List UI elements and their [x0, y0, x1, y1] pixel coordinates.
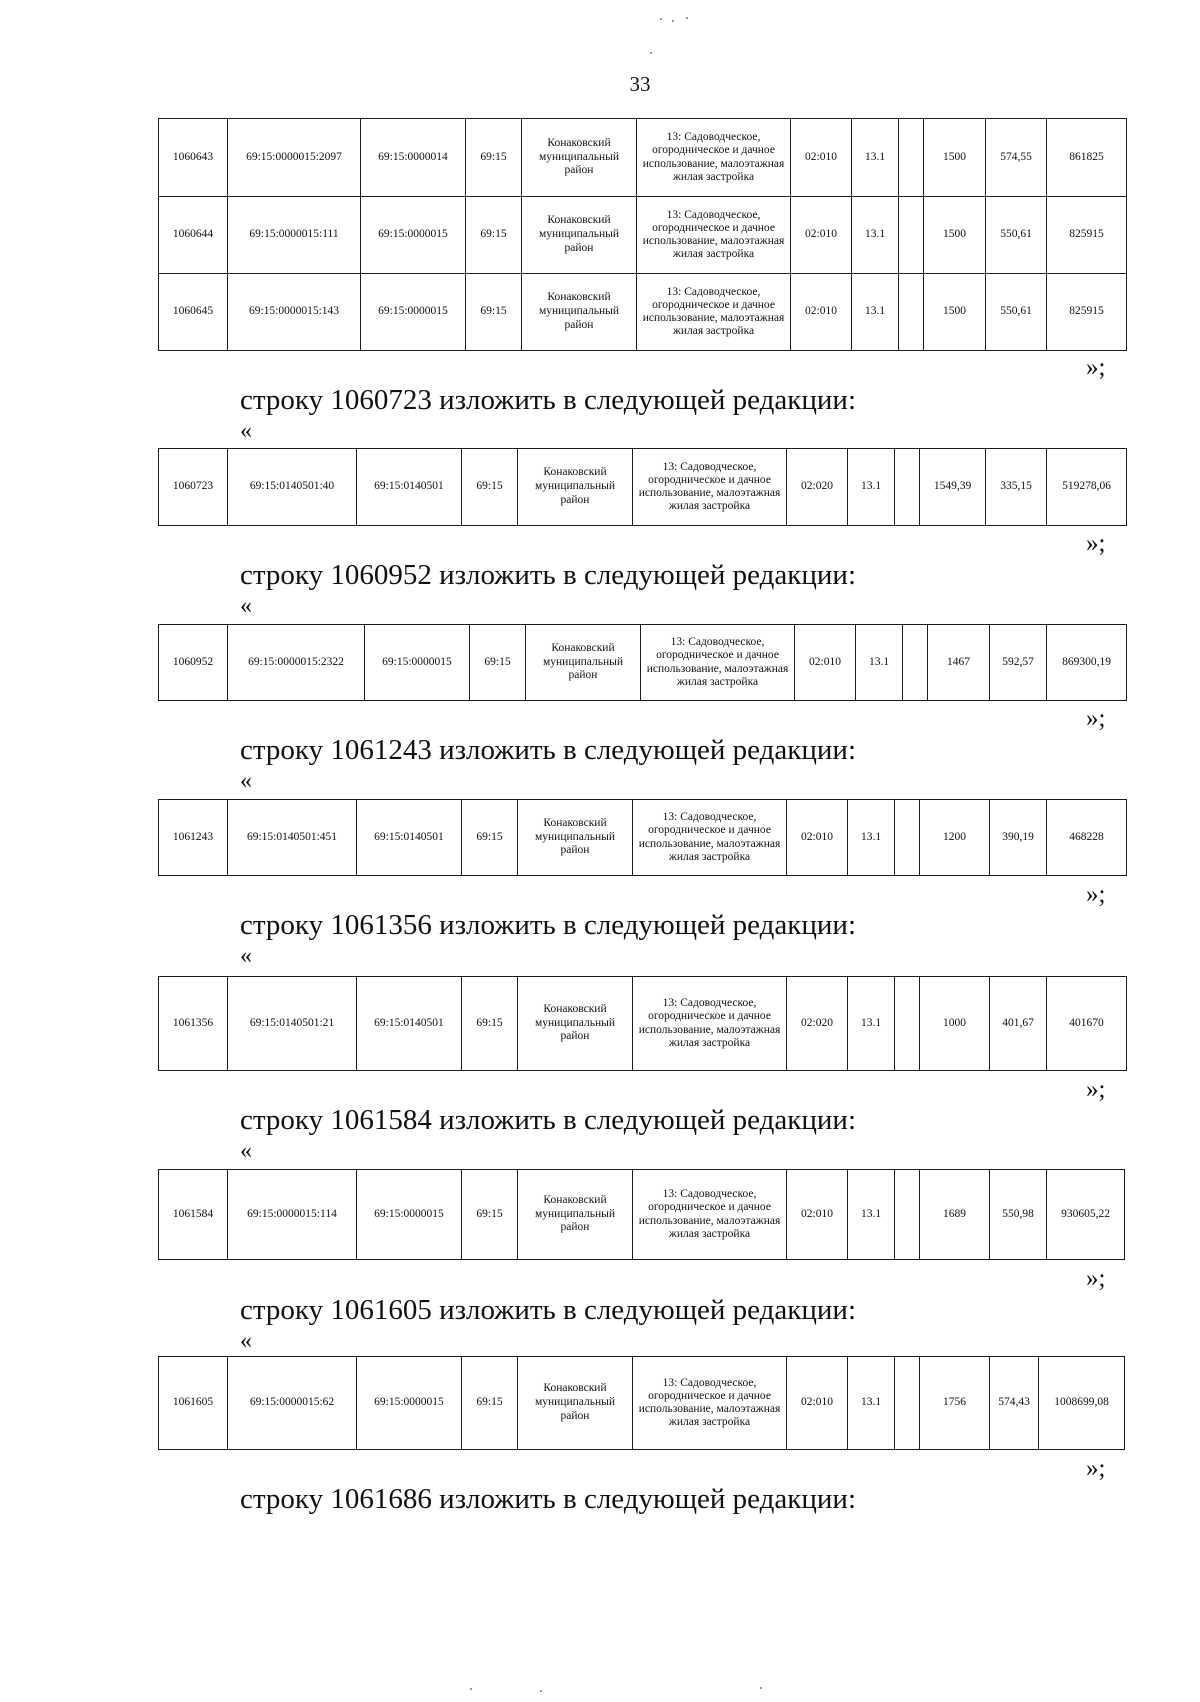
cadastral-zone: 69:15: [466, 197, 522, 274]
section-heading: строку 1061356 изложить в следующей редакции:: [240, 909, 856, 941]
unit-value: 401,67: [990, 977, 1047, 1071]
area: 1500: [924, 274, 986, 351]
row-number: 1061356: [159, 977, 228, 1071]
area: 1000: [920, 977, 990, 1071]
scan-speck: [672, 20, 674, 22]
group: 13.1: [848, 449, 895, 526]
use-code: 02:010: [787, 1357, 848, 1450]
use-code: 02:020: [787, 977, 848, 1071]
empty-cell: [895, 800, 920, 876]
opening-quote: «: [240, 1328, 252, 1354]
cadastral-number: 69:15:0140501:451: [228, 800, 357, 876]
cadastral-zone: 69:15: [462, 800, 518, 876]
area: 1467: [928, 625, 990, 701]
page-number: 33: [629, 72, 651, 96]
area: 1689: [920, 1170, 990, 1260]
opening-quote: «: [240, 943, 252, 969]
cadastral-value: 401670: [1047, 977, 1127, 1071]
use-code: 02:010: [787, 800, 848, 876]
closing-quote: »;: [1086, 881, 1106, 908]
group: 13.1: [848, 800, 895, 876]
row-number: 1061605: [159, 1357, 228, 1450]
cadastral-value: 869300,19: [1047, 625, 1127, 701]
scan-speck: [760, 1687, 762, 1689]
table-row: [159, 1357, 1125, 1450]
land-use: 13: Садоводческое, огородническое и дачное использование, малоэтажная жилая застройка: [637, 119, 791, 197]
use-code: 02:010: [791, 119, 852, 197]
scan-speck: [470, 1688, 472, 1690]
district: Конаковский муниципальный район: [518, 1170, 633, 1260]
cadastral-value: 930605,22: [1047, 1170, 1125, 1260]
group: 13.1: [848, 1357, 895, 1450]
cadastral-value: 825915: [1047, 274, 1127, 351]
scan-speck: [650, 52, 652, 54]
area: 1200: [920, 800, 990, 876]
replacement-table: [158, 1169, 1125, 1260]
row-number: 1061584: [159, 1170, 228, 1260]
row-number: 1060723: [159, 449, 228, 526]
area: 1549,39: [920, 449, 986, 526]
land-use: 13: Садоводческое, огородническое и дачное использование, малоэтажная жилая застройка: [633, 1170, 787, 1260]
cadastral-number: 69:15:0000015:62: [228, 1357, 357, 1450]
land-use: 13: Садоводческое, огородническое и дачное использование, малоэтажная жилая застройка: [633, 1357, 787, 1450]
use-code: 02:010: [791, 197, 852, 274]
replacement-table: [158, 799, 1127, 876]
scan-speck: [660, 18, 662, 20]
unit-value: 335,15: [986, 449, 1047, 526]
replacement-table: [158, 1356, 1125, 1450]
closing-quote: »;: [1086, 530, 1106, 557]
land-use: 13: Садоводческое, огородническое и дачное использование, малоэтажная жилая застройка: [637, 274, 791, 351]
cadastral-quarter: 69:15:0000015: [357, 1357, 462, 1450]
unit-value: 574,55: [986, 119, 1047, 197]
cadastral-zone: 69:15: [462, 1357, 518, 1450]
group: 13.1: [852, 197, 899, 274]
table-row: [159, 449, 1127, 526]
section-heading: строку 1061605 изложить в следующей редакции:: [240, 1294, 856, 1326]
section-heading: строку 1061584 изложить в следующей редакции:: [240, 1104, 856, 1136]
cadastral-zone: 69:15: [462, 449, 518, 526]
group: 13.1: [848, 977, 895, 1071]
row-number: 1060645: [159, 274, 228, 351]
use-code: 02:020: [787, 449, 848, 526]
cadastral-number: 69:15:0000015:2322: [228, 625, 365, 701]
replacement-table: [158, 448, 1127, 526]
cadastral-number: 69:15:0000015:143: [228, 274, 361, 351]
table-row: [159, 119, 1127, 197]
empty-cell: [895, 1170, 920, 1260]
area: 1756: [920, 1357, 990, 1450]
land-use: 13: Садоводческое, огородническое и дачное использование, малоэтажная жилая застройка: [637, 197, 791, 274]
closing-quote: »;: [1086, 705, 1106, 732]
cadastral-number: 69:15:0000015:2097: [228, 119, 361, 197]
group: 13.1: [852, 119, 899, 197]
area: 1500: [924, 197, 986, 274]
unit-value: 390,19: [990, 800, 1047, 876]
cadastral-quarter: 69:15:0000015: [365, 625, 470, 701]
opening-quote: «: [240, 418, 252, 444]
opening-quote: «: [240, 768, 252, 794]
land-use: 13: Садоводческое, огородническое и дачное использование, малоэтажная жилая застройка: [633, 800, 787, 876]
cadastral-value: 468228: [1047, 800, 1127, 876]
cadastral-zone: 69:15: [466, 274, 522, 351]
cadastral-quarter: 69:15:0000014: [361, 119, 466, 197]
use-code: 02:010: [791, 274, 852, 351]
district: Конаковский муниципальный район: [518, 1357, 633, 1450]
cadastral-number: 69:15:0140501:40: [228, 449, 357, 526]
group: 13.1: [852, 274, 899, 351]
section-heading: строку 1061686 изложить в следующей редакции:: [240, 1483, 856, 1515]
cadastral-zone: 69:15: [462, 1170, 518, 1260]
scan-speck: [540, 1690, 542, 1692]
closing-quote: »;: [1086, 354, 1106, 381]
opening-quote: «: [240, 593, 252, 619]
empty-cell: [899, 197, 924, 274]
land-use: 13: Садоводческое, огородническое и дачное использование, малоэтажная жилая застройка: [633, 977, 787, 1071]
cadastral-quarter: 69:15:0140501: [357, 800, 462, 876]
cadastral-value: 519278,06: [1047, 449, 1127, 526]
closing-quote: »;: [1086, 1265, 1106, 1292]
district: Конаковский муниципальный район: [522, 119, 637, 197]
table-row: [159, 977, 1127, 1071]
cadastral-number: 69:15:0000015:114: [228, 1170, 357, 1260]
cadastral-quarter: 69:15:0000015: [357, 1170, 462, 1260]
empty-cell: [895, 977, 920, 1071]
replacement-table: [158, 976, 1127, 1071]
empty-cell: [903, 625, 928, 701]
unit-value: 550,61: [986, 274, 1047, 351]
cadastral-zone: 69:15: [466, 119, 522, 197]
cadastral-value: 825915: [1047, 197, 1127, 274]
land-use: 13: Садоводческое, огородническое и дачное использование, малоэтажная жилая застройка: [633, 449, 787, 526]
district: Конаковский муниципальный район: [526, 625, 641, 701]
district: Конаковский муниципальный район: [522, 197, 637, 274]
scan-speck: [686, 17, 688, 19]
table-row: [159, 274, 1127, 351]
cadastral-zone: 69:15: [470, 625, 526, 701]
unit-value: 592,57: [990, 625, 1047, 701]
land-use: 13: Садоводческое, огородническое и дачное использование, малоэтажная жилая застройка: [641, 625, 795, 701]
table-row: [159, 625, 1127, 701]
table-row: [159, 800, 1127, 876]
group: 13.1: [848, 1170, 895, 1260]
district: Конаковский муниципальный район: [518, 449, 633, 526]
cadastral-value: 861825: [1047, 119, 1127, 197]
empty-cell: [899, 119, 924, 197]
area: 1500: [924, 119, 986, 197]
replacement-table: [158, 624, 1127, 701]
row-number: 1061243: [159, 800, 228, 876]
row-number: 1060952: [159, 625, 228, 701]
table-row: [159, 1170, 1125, 1260]
district: Конаковский муниципальный район: [522, 274, 637, 351]
cadastral-quarter: 69:15:0140501: [357, 977, 462, 1071]
cadastral-quarter: 69:15:0140501: [357, 449, 462, 526]
closing-quote: »;: [1086, 1076, 1106, 1103]
group: 13.1: [856, 625, 903, 701]
section-heading: строку 1061243 изложить в следующей редакции:: [240, 734, 856, 766]
section-heading: строку 1060723 изложить в следующей редакции:: [240, 384, 856, 416]
top-table: [158, 118, 1127, 351]
row-number: 1060644: [159, 197, 228, 274]
opening-quote: «: [240, 1138, 252, 1164]
closing-quote: »;: [1086, 1455, 1106, 1482]
district: Конаковский муниципальный район: [518, 977, 633, 1071]
cadastral-zone: 69:15: [462, 977, 518, 1071]
use-code: 02:010: [787, 1170, 848, 1260]
unit-value: 550,61: [986, 197, 1047, 274]
empty-cell: [895, 449, 920, 526]
cadastral-number: 69:15:0000015:111: [228, 197, 361, 274]
table-row: [159, 197, 1127, 274]
cadastral-number: 69:15:0140501:21: [228, 977, 357, 1071]
cadastral-quarter: 69:15:0000015: [361, 274, 466, 351]
empty-cell: [895, 1357, 920, 1450]
use-code: 02:010: [795, 625, 856, 701]
section-heading: строку 1060952 изложить в следующей редакции:: [240, 559, 856, 591]
empty-cell: [899, 274, 924, 351]
row-number: 1060643: [159, 119, 228, 197]
district: Конаковский муниципальный район: [518, 800, 633, 876]
cadastral-value: 1008699,08: [1039, 1357, 1125, 1450]
unit-value: 574,43: [990, 1357, 1039, 1450]
unit-value: 550,98: [990, 1170, 1047, 1260]
cadastral-quarter: 69:15:0000015: [361, 197, 466, 274]
